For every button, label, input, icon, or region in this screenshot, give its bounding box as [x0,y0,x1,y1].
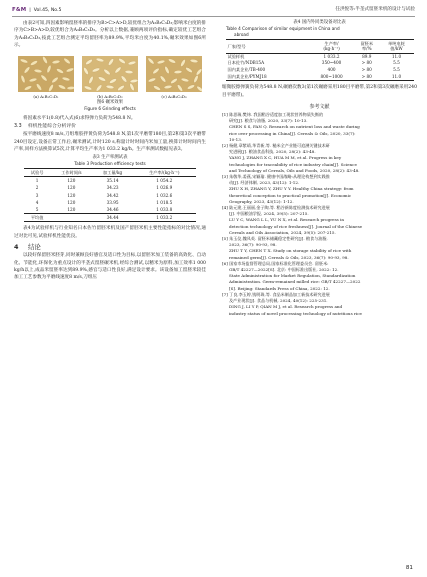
rice-grains-image [18,56,74,92]
paragraph-conclusion: 以较好保留胚米胚芽,同时兼顾良好感官及适口性为目标,以留胚米加工装备的高效化、自动化、节能化,环保化为重点设计的半垄式留胚碾米机,经综合测试,以精米为原料,加工效率1 000 kg/h以上,成品米留胚率达到89.9%,感官与适口性良好,满足设计要求。该设备加工留胚米较佳加工工艺参数为平磨线速度8 m/s,刀组压 [14,253,206,281]
reference-item: [1] 陈思瑞,樊炜. 我国稻谷适度加工现状营养物质失衡的 研究[J]. 粮食与油脂, 2020, 33(7): 10-13. CHEN S S, FAN Q. Research on nutrient loss and waste during rice over processing in China[J]. Cereals & Oils, 2020, 33(7): 10-13. [222,112,360,142]
table-row: 试验样机 1 033.2 89.9 11.0 [227,53,402,59]
references-heading: 参考文献 [309,104,330,110]
intro-paragraph: 由表2可知,四因素影响留胚率的排序为B>C>A>D,较优组合为A₃B₃C₃D₃;影响米白度的排序为C>B>A>D,较优组合为A₃B₃C₃D₃。分析以上数据,兼顾两项评价指标,确定较优工艺组合为A₃B₃C₃D₃,按此工艺组合测定平均留胚率为89.9%,平均米白度为40.1%,碾米效果如图6所示。 [14,21,207,49]
table-row: 日本佐竹/NDB15A 350~400 > 80 5.5 [227,60,400,66]
table-row: 5 120 34.46 1 033.8 [35,207,173,213]
photo-caption: (b) A₂B₂C₂D₂ [97,93,123,99]
reference-item: [3] 朱敬华,姜燕,宋颖瑜. 健康中国战略:从理论构想到实践推 动[J]. 经济体制, 2023, 43(12): 1-12. ZHU X H, ZHANG Y, ZHU Y Y. Healthy China strategy: from theoretical conception to practical promotion[J]. Economic Geography, 2023, 43(12): 1-12. [222,174,354,204]
photo-b [82,56,138,99]
table-row: 2 120 34.23 1 026.9 [35,185,173,191]
figure-6-photos [18,56,202,99]
section-heading-3-3: 3.3 样机性能综合分析评价 [14,124,76,130]
page-number: 81 [405,565,413,571]
photo-a [18,56,74,99]
reference-item: [5] 朱玉仪,魏凤英. 留胚米储藏稳定性研究[J]. 粮食与油脂, 2023, 36(7): 90-93, 98. ZHU T Y, CHEN T X. Study on storage stability of rice with remained germ[J]. Cereals & Oils, 2023, 36(7): 90-93, 98. [222,236,352,260]
header-rule [12,16,415,17]
reference-item: [7] 丁良,李玉婷,钱明珠,等. 食品米制品加工新技术研究进展 及产业现状[J]. 食品与机械, 2024, 40(12): 225-231. DING J, LI Y P, QIAN M J, et al. Research progress and industry status of novel processing technology of nutritious rice [222,291,362,316]
table-3-caption-cn: 表3 生产率测试表 [92,155,128,161]
table-row: 4 120 33.95 1 018.5 [35,199,173,205]
table-4-caption-cn: 表4 国内外同类设备对比表 [293,20,346,25]
paragraph-comparison: 表4为试验样机与行业知名日本佐竹留胚米机及国产留胚米机主要性能指标的对比情况,通过对比可见,试验样机性能优良。 [14,226,206,239]
paragraph-performance: 按平磨线速度8 m/s,刀组堆胶拌黄负荷为548.8 N,第1次平磨带180目,第2和第3次平磨带240目设定,设备正常工作后,碾米测试,计时120 s,称量计时时间内米加工量,换算计时时间内生产率,同样方法换算试5次,计算平均生产率为1 033.2 kg/h。生产率测试数据见表3。 [14,132,207,153]
photo-caption: (a) A₁B₁C₁D₁ [33,93,59,99]
left-column [14,20,206,282]
rice-grains-image [146,56,202,92]
right-column [222,20,417,317]
volume-info: Vol.45, No.5 [33,8,62,13]
article-running-title: 任洪悦等:半垄式留胚米机的设计与试验 [335,7,415,12]
photo-c [146,56,202,99]
table-row: 3 120 34.42 1 032.6 [35,192,173,198]
reference-item: [6] 国家市场监督管理总局,国家标准化管理委员会. 留胚米: GB/T 42227—2022[S]. 北京: 中国标准出版社, 2022: 12. State Administration for Market Regulation, Standardization Administration. Germ-remained milled rice: GB/T 42227—2022 [S]. Beijing: Standards Press of China, 2022: 12. [222,260,361,291]
table-row: 国内某企业/TB-400 400 > 80 5.5 [227,67,400,72]
journal-logo: F&M [12,7,27,13]
photo-caption: (c) A₃B₃C₃D₃ [161,93,187,99]
table-4 [226,39,414,81]
table-header-row: 厂家/型号 生产率/ (kg·h⁻¹) 留胚米 率/% 单吨电耗 值/kW [226,40,414,54]
running-header: F&M | Vol.45, No.5 任洪悦等:半垄式留胚米机的设计与试验 [12,4,415,16]
table-row: 1 120 35.14 1 054.2 [35,178,173,184]
table-4-caption-en: Table 4 Comparison of similar equipment in China and abroad [226,26,340,37]
table-average-row: 平均值 34.44 1 033.2 [24,214,196,222]
table-3-caption-en: Table 3 Production efficiency tests [74,161,146,167]
references-list [222,112,417,317]
figure-caption-cn: 图6 碾米效果 [96,99,124,105]
figure-caption-en: Figure 6 Grinding effects [84,105,136,111]
rice-grains-image [82,56,138,92]
paragraph-load: 将因素水平1(0.8)代入式(6)求得弹力负荷为548.8 N。 [23,115,136,121]
table-header-row: 试验号 工作时间/s 加工量/kg 生产率/(kg·h⁻¹) [24,169,196,177]
table-row: 国内某企业/PYMJ18 800~1000 > 80 11.0 [226,74,414,81]
table-3 [24,168,196,222]
section-heading-conclusion: 4 结论 [14,243,41,252]
reference-item: [2] 杨健,章紫靖,华青新,等. 糙米全产业链可追溯关键技术研 究进展[J]. 粮油食品科技, 2020, 28(2): 43-48. YANG J, ZHANG X C, HUA M M, et al. Progress in key technologies for traceability of rice industry chain[J]. Science and Technology of Cereals, Oils and Foods, 2020, 28(2): 43-48. [222,143,360,173]
reference-item: [4] 陆元建,王丽丽,金子陶,等. 稻谷新陈度检测技术研究进展 [J]. 中国粮油学报, 2024, 39(5): 207-215. LU Y C, WANG L L, YU N X, et al. Research progress in detection technology of rice freshness[J]. Journal of the Chinese Cereals and Oils Association, 2024, 39(5): 207-215. [222,205,363,235]
paragraph-continued: 缩微胶擦弹簧负荷为548.8 N,碾磨次数3(第1次碾磨采用180目平磨带,第2和第3次碾磨采用240目平磨带)。 [222,85,418,98]
